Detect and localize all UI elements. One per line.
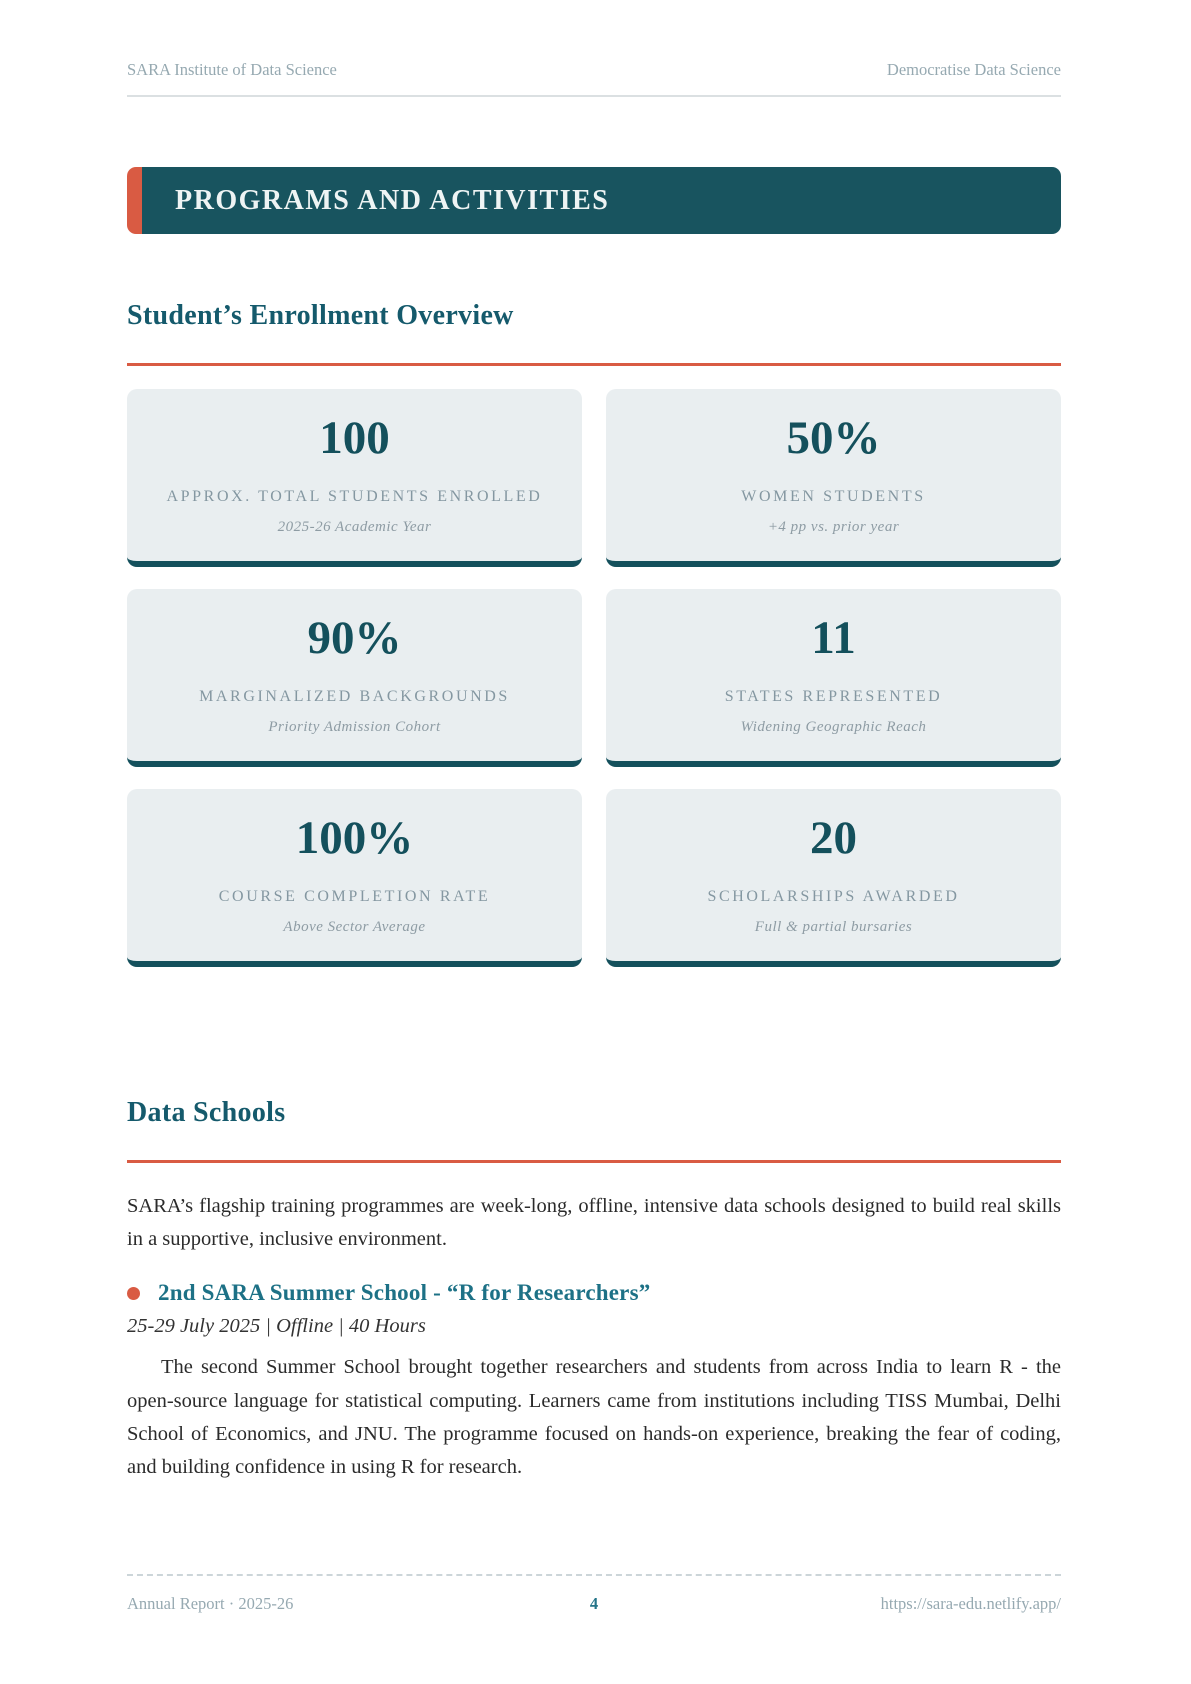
stat-subtext: Priority Admission Cohort (268, 718, 441, 735)
stat-value: 11 (811, 612, 856, 664)
stat-card-completion-rate (127, 789, 582, 967)
stat-subtext: Above Sector Average (283, 918, 426, 935)
stat-label: WOMEN STUDENTS (741, 487, 926, 505)
enrollment-divider (127, 363, 1061, 366)
banner-body (142, 167, 1061, 234)
enrollment-section-title: Student’s Enrollment Overview (127, 300, 514, 331)
stat-card-states (606, 589, 1061, 767)
stat-label: SCHOLARSHIPS AWARDED (707, 887, 960, 905)
program-description: The second Summer School brought together researchers and students from across India to learn R - the open-source language for statistical computing. Learners came from institutions including TISS Mumbai, Delhi School of Economics, and JNU. The programme focused on hands-on experience, breaking the fear of coding, and building confidence in using R for research. (127, 1356, 1061, 1479)
stat-value: 100 (319, 412, 390, 464)
stat-label: MARGINALIZED BACKGROUNDS (199, 687, 510, 705)
footer-divider (127, 1574, 1061, 1576)
data-schools-section-title: Data Schools (127, 1097, 286, 1128)
program-heading-row (127, 1280, 1061, 1306)
program-title: 2nd SARA Summer School - “R for Researchers” (158, 1280, 651, 1306)
stat-value: 20 (810, 812, 857, 864)
bullet-icon (127, 1287, 140, 1300)
page-number: 4 (589, 1594, 599, 1613)
header-left-text: SARA Institute of Data Science (127, 60, 337, 79)
stat-value: 50% (786, 412, 881, 464)
footer-website-link[interactable]: https://sara-edu.netlify.app/ (880, 1594, 1061, 1613)
footer-report-label: Annual Report · 2025-26 (127, 1594, 294, 1613)
stat-subtext: Widening Geographic Reach (740, 718, 927, 735)
stat-label: APPROX. TOTAL STUDENTS ENROLLED (166, 487, 543, 505)
banner-title: PROGRAMS AND ACTIVITIES (175, 184, 610, 216)
footer-row (127, 1594, 1061, 1614)
stat-subtext: +4 pp vs. prior year (767, 518, 900, 535)
stat-label: STATES REPRESENTED (724, 687, 943, 705)
header-right-text: Democratise Data Science (886, 60, 1061, 79)
stat-label: COURSE COMPLETION RATE (218, 887, 491, 905)
page-header (127, 0, 1061, 80)
page-footer (127, 1574, 1061, 1614)
stats-grid (127, 389, 1061, 967)
stat-value: 90% (307, 612, 402, 664)
stat-card-total-students (127, 389, 582, 567)
section-banner (127, 167, 1061, 234)
program-meta: 25-29 July 2025 | Offline | 40 Hours (127, 1315, 426, 1338)
stat-subtext: 2025-26 Academic Year (277, 518, 432, 535)
stat-card-women-students (606, 389, 1061, 567)
data-schools-divider (127, 1160, 1061, 1163)
header-divider (127, 95, 1061, 97)
stat-value: 100% (295, 812, 414, 864)
stat-card-marginalized (127, 589, 582, 767)
stat-card-scholarships (606, 789, 1061, 967)
data-schools-intro: SARA’s flagship training programmes are week-long, offline, intensive data schools designed to build real skills in a supportive, inclusive environment. (127, 1195, 1061, 1251)
banner-accent-bar (127, 167, 142, 234)
stat-subtext: Full & partial bursaries (754, 918, 913, 935)
